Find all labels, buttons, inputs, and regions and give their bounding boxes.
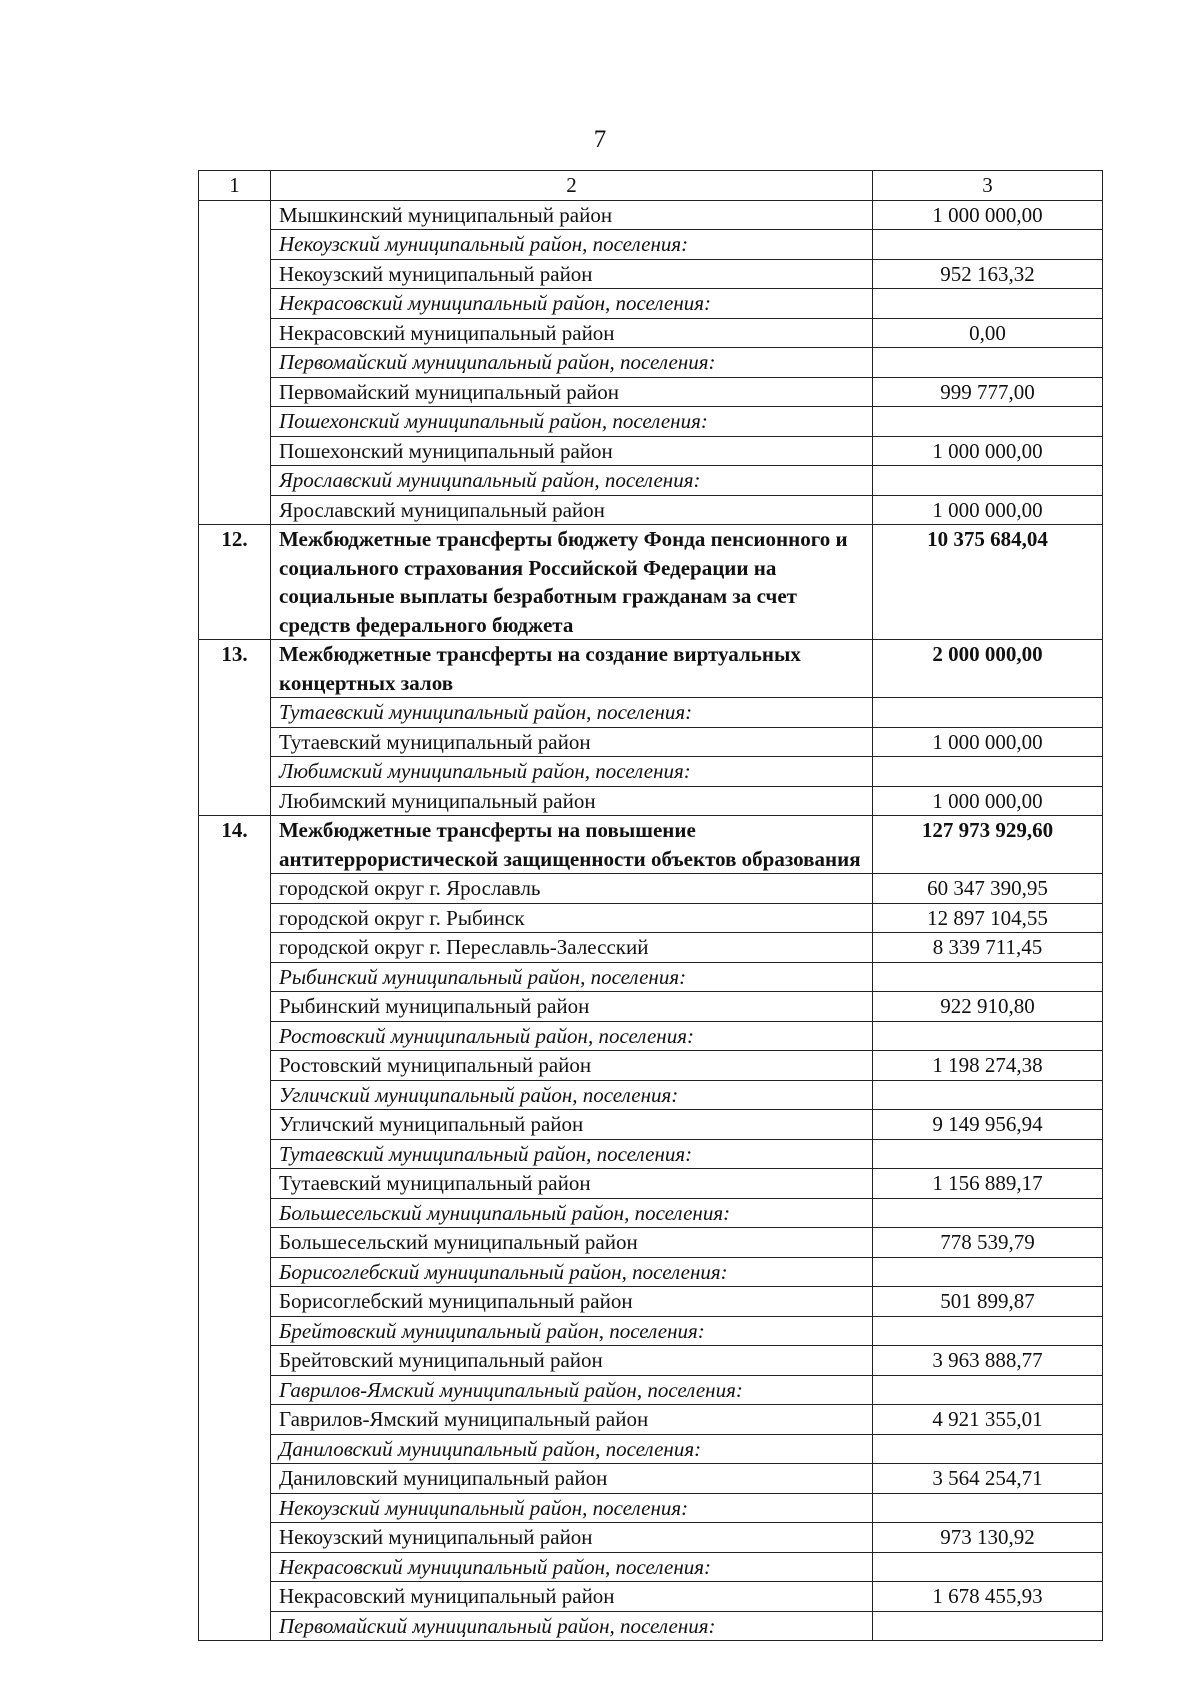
amount-cell: 501 899,87 <box>873 1287 1103 1317</box>
amount-cell: 1 000 000,00 <box>873 727 1103 757</box>
amount-cell <box>873 1552 1103 1582</box>
district-group-label: Борисоглебский муниципальный район, поселения: <box>271 1257 873 1287</box>
district-group-label: Некоузский муниципальный район, поселения: <box>271 1493 873 1523</box>
recipient-name: Тутаевский муниципальный район <box>271 727 873 757</box>
table-row <box>199 874 1103 904</box>
amount-cell <box>873 1611 1103 1641</box>
table-body <box>199 200 1103 1641</box>
amount-cell: 922 910,80 <box>873 992 1103 1022</box>
district-group-label: Некоузский муниципальный район, поселения: <box>271 230 873 260</box>
amount-cell: 1 000 000,00 <box>873 786 1103 816</box>
table-row <box>199 786 1103 816</box>
amount-cell: 778 539,79 <box>873 1228 1103 1258</box>
amount-cell: 10 375 684,04 <box>873 525 1103 640</box>
recipient-name: Большесельский муниципальный район <box>271 1228 873 1258</box>
amount-cell: 3 564 254,71 <box>873 1464 1103 1494</box>
district-group-label: Некрасовский муниципальный район, поселения: <box>271 289 873 319</box>
table-row <box>199 200 1103 230</box>
table-row <box>199 1110 1103 1140</box>
amount-cell <box>873 1493 1103 1523</box>
recipient-name: Некоузский муниципальный район <box>271 1523 873 1553</box>
table-row <box>199 1316 1103 1346</box>
district-group-label: Ярославский муниципальный район, поселения: <box>271 466 873 496</box>
table-row <box>199 377 1103 407</box>
district-group-label: Даниловский муниципальный район, поселения: <box>271 1434 873 1464</box>
recipient-name: Тутаевский муниципальный район <box>271 1169 873 1199</box>
amount-cell: 8 339 711,45 <box>873 933 1103 963</box>
table-row <box>199 1257 1103 1287</box>
table-row <box>199 727 1103 757</box>
amount-cell <box>873 466 1103 496</box>
page-number: 7 <box>593 126 607 153</box>
district-group-label: Большесельский муниципальный район, поселения: <box>271 1198 873 1228</box>
table-row <box>199 1169 1103 1199</box>
recipient-name: Ростовский муниципальный район <box>271 1051 873 1081</box>
table-row <box>199 1582 1103 1612</box>
amount-cell <box>873 1257 1103 1287</box>
section-title: Межбюджетные трансферты на создание виртуальных концертных залов <box>271 640 873 698</box>
table-row <box>199 1346 1103 1376</box>
recipient-name: Некрасовский муниципальный район <box>271 318 873 348</box>
table-header-row <box>199 171 1103 201</box>
amount-cell: 1 156 889,17 <box>873 1169 1103 1199</box>
table-row <box>199 816 1103 874</box>
recipient-name: Угличский муниципальный район <box>271 1110 873 1140</box>
row-number: 14. <box>199 816 271 1641</box>
table-row <box>199 1228 1103 1258</box>
recipient-name: Ярославский муниципальный район <box>271 495 873 525</box>
amount-cell <box>873 1080 1103 1110</box>
table-row <box>199 348 1103 378</box>
table-row <box>199 259 1103 289</box>
table-row <box>199 962 1103 992</box>
recipient-name: городской округ г. Переславль-Залесский <box>271 933 873 963</box>
table-row <box>199 525 1103 640</box>
table-row <box>199 436 1103 466</box>
district-group-label: Тутаевский муниципальный район, поселения: <box>271 1139 873 1169</box>
recipient-name: Некоузский муниципальный район <box>271 259 873 289</box>
amount-cell <box>873 407 1103 437</box>
amount-cell <box>873 1021 1103 1051</box>
amount-cell <box>873 348 1103 378</box>
amount-cell: 9 149 956,94 <box>873 1110 1103 1140</box>
table-row <box>199 1611 1103 1641</box>
row-number <box>199 200 271 525</box>
amount-cell: 973 130,92 <box>873 1523 1103 1553</box>
table-row <box>199 992 1103 1022</box>
table-row <box>199 466 1103 496</box>
amount-cell: 1 198 274,38 <box>873 1051 1103 1081</box>
recipient-name: Первомайский муниципальный район <box>271 377 873 407</box>
amount-cell: 1 000 000,00 <box>873 436 1103 466</box>
table-row <box>199 1493 1103 1523</box>
table-row <box>199 903 1103 933</box>
district-group-label: Рыбинский муниципальный район, поселения: <box>271 962 873 992</box>
amount-cell: 127 973 929,60 <box>873 816 1103 874</box>
amount-cell: 1 000 000,00 <box>873 200 1103 230</box>
district-group-label: Тутаевский муниципальный район, поселения: <box>271 698 873 728</box>
table-row <box>199 230 1103 260</box>
amount-cell <box>873 1139 1103 1169</box>
district-group-label: Некрасовский муниципальный район, поселения: <box>271 1552 873 1582</box>
amount-cell: 3 963 888,77 <box>873 1346 1103 1376</box>
table-row <box>199 1139 1103 1169</box>
amount-cell <box>873 289 1103 319</box>
amount-cell: 952 163,32 <box>873 259 1103 289</box>
district-group-label: Гаврилов-Ямский муниципальный район, поселения: <box>271 1375 873 1405</box>
district-group-label: Ростовский муниципальный район, поселения: <box>271 1021 873 1051</box>
table-row <box>199 757 1103 787</box>
amount-cell: 1 678 455,93 <box>873 1582 1103 1612</box>
table-row <box>199 1021 1103 1051</box>
transfers-table <box>198 170 1103 1641</box>
row-number: 13. <box>199 640 271 816</box>
recipient-name: городской округ г. Рыбинск <box>271 903 873 933</box>
amount-cell <box>873 1434 1103 1464</box>
recipient-name: Пошехонский муниципальный район <box>271 436 873 466</box>
recipient-name: Гаврилов-Ямский муниципальный район <box>271 1405 873 1435</box>
amount-cell <box>873 698 1103 728</box>
district-group-label: Первомайский муниципальный район, поселения: <box>271 348 873 378</box>
amount-cell <box>873 962 1103 992</box>
recipient-name: Борисоглебский муниципальный район <box>271 1287 873 1317</box>
district-group-label: Первомайский муниципальный район, поселения: <box>271 1611 873 1641</box>
table-row <box>199 698 1103 728</box>
recipient-name: Некрасовский муниципальный район <box>271 1582 873 1612</box>
header-col-2: 2 <box>271 171 873 201</box>
table-row <box>199 495 1103 525</box>
table-row <box>199 1434 1103 1464</box>
table-row <box>199 1523 1103 1553</box>
amount-cell: 60 347 390,95 <box>873 874 1103 904</box>
table-row <box>199 1287 1103 1317</box>
section-title: Межбюджетные трансферты бюджету Фонда пенсионного и социального страхования Российской Федерации на социальные выплаты безработным гражданам за счет средств федерального бюджета <box>271 525 873 640</box>
amount-cell: 0,00 <box>873 318 1103 348</box>
recipient-name: Рыбинский муниципальный район <box>271 992 873 1022</box>
amount-cell: 1 000 000,00 <box>873 495 1103 525</box>
table-row <box>199 933 1103 963</box>
row-number: 12. <box>199 525 271 640</box>
table-row <box>199 1198 1103 1228</box>
table-row <box>199 407 1103 437</box>
table-row <box>199 318 1103 348</box>
table-row <box>199 640 1103 698</box>
amount-cell: 12 897 104,55 <box>873 903 1103 933</box>
amount-cell <box>873 1316 1103 1346</box>
table-row <box>199 1405 1103 1435</box>
amount-cell: 2 000 000,00 <box>873 640 1103 698</box>
amount-cell <box>873 757 1103 787</box>
amount-cell <box>873 1198 1103 1228</box>
district-group-label: Угличский муниципальный район, поселения: <box>271 1080 873 1110</box>
table-row <box>199 1552 1103 1582</box>
recipient-name: Брейтовский муниципальный район <box>271 1346 873 1376</box>
header-col-3: 3 <box>873 171 1103 201</box>
amount-cell: 999 777,00 <box>873 377 1103 407</box>
district-group-label: Брейтовский муниципальный район, поселения: <box>271 1316 873 1346</box>
header-col-1: 1 <box>199 171 271 201</box>
amount-cell <box>873 1375 1103 1405</box>
table-row <box>199 1375 1103 1405</box>
district-group-label: Пошехонский муниципальный район, поселения: <box>271 407 873 437</box>
recipient-name: Мышкинский муниципальный район <box>271 200 873 230</box>
amount-cell: 4 921 355,01 <box>873 1405 1103 1435</box>
recipient-name: городской округ г. Ярославль <box>271 874 873 904</box>
table-row <box>199 289 1103 319</box>
recipient-name: Даниловский муниципальный район <box>271 1464 873 1494</box>
amount-cell <box>873 230 1103 260</box>
table-row <box>199 1080 1103 1110</box>
district-group-label: Любимский муниципальный район, поселения: <box>271 757 873 787</box>
section-title: Межбюджетные трансферты на повышение антитеррористической защищенности объектов образования <box>271 816 873 874</box>
table-row <box>199 1464 1103 1494</box>
table-row <box>199 1051 1103 1081</box>
recipient-name: Любимский муниципальный район <box>271 786 873 816</box>
